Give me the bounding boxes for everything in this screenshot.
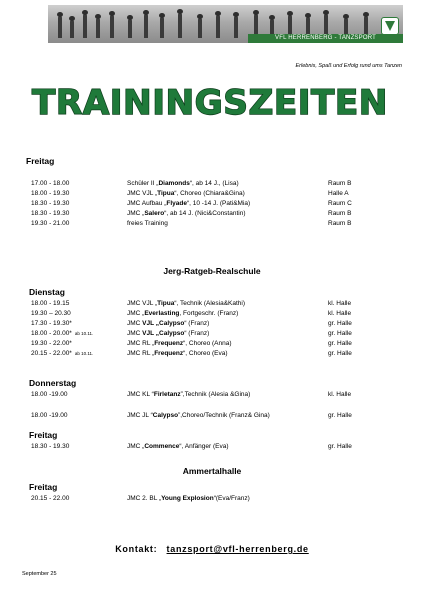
schedule-course: JMC 2. BL „Young Explosion“(Eva/Franz) — [127, 495, 250, 502]
schedule-course: JMC VJL „Calypso“ (Franz) — [127, 320, 210, 327]
schedule-course: freies Training — [127, 220, 168, 227]
schedule-row — [0, 339, 424, 349]
page-title — [10, 72, 410, 126]
schedule-time: 20.15 - 22.00 — [31, 495, 70, 502]
schedule-room: gr. Halle — [328, 330, 352, 337]
schedule-row — [0, 179, 424, 189]
schedule-time: 20.15 - 22.00* ab 10.11. — [31, 350, 94, 357]
day-heading-freitag-realschule: Freitag — [29, 430, 58, 440]
schedule-row — [0, 329, 424, 339]
contact-line — [0, 544, 424, 554]
schedule-row — [0, 189, 424, 199]
schedule-time: 18.00 - 20.00* ab 10.11. — [31, 330, 94, 337]
schedule-course: JMC VJL „Calypso“ (Franz) — [127, 330, 210, 337]
schedule-note: ab 10.11. — [74, 351, 94, 356]
schedule-row — [0, 199, 424, 209]
schedule-room: gr. Halle — [328, 340, 352, 347]
schedule-row — [0, 442, 424, 452]
schedule-time: 17.00 - 18.00 — [31, 180, 70, 187]
schedule-course: JMC KL “Firletanz”,Technik (Alesia &Gina) — [127, 391, 251, 398]
venue-heading-ammertalhalle: Ammertalhalle — [182, 466, 242, 476]
schedule-row — [0, 390, 424, 400]
schedule-room: Raum C — [328, 200, 352, 207]
schedule-time: 17.30 - 19.30* — [31, 320, 72, 327]
contact-email-link[interactable]: tanzsport@vfl-herrenberg.de — [166, 544, 309, 554]
schedule-course: JMC „Commence“, Anfänger (Eva) — [127, 443, 229, 450]
schedule-time: 18.30 - 19.30 — [31, 210, 70, 217]
schedule-course: JMC „Everlasting, Fortgeschr. (Franz) — [127, 310, 239, 317]
schedule-room: gr. Halle — [328, 412, 352, 419]
schedule-room: kl. Halle — [328, 310, 352, 317]
schedule-room: gr. Halle — [328, 350, 352, 357]
venue-heading-realschule: Jerg-Ratgeb-Realschule — [163, 266, 261, 276]
schedule-row — [0, 494, 424, 504]
schedule-course: JMC „Salero“, ab 14 J. (Nici&Constantin) — [127, 210, 246, 217]
schedule-room: kl. Halle — [328, 391, 352, 398]
schedule-course: JMC VJL „Tipua“, Choreo (Chiara&Gina) — [127, 190, 245, 197]
schedule-note: ab 10.11. — [74, 331, 94, 336]
day-heading-donnerstag: Donnerstag — [29, 378, 77, 388]
day-heading-dienstag: Dienstag — [29, 287, 65, 297]
schedule-row — [0, 219, 424, 229]
club-logo-icon — [381, 17, 399, 35]
schedule-room: Raum B — [328, 210, 352, 217]
schedule-room: kl. Halle — [328, 300, 352, 307]
schedule-room: Raum B — [328, 180, 352, 187]
schedule-time: 18.00 - 19.30 — [31, 190, 70, 197]
schedule-row — [0, 299, 424, 309]
schedule-course: JMC RL „Frequenz“, Choreo (Eva) — [127, 350, 228, 357]
header-banner-image — [48, 5, 403, 43]
schedule-row — [0, 309, 424, 319]
contact-label: Kontakt: — [115, 544, 158, 554]
schedule-time: 19.30 - 22.00* — [31, 340, 72, 347]
schedule-course: JMC RL „Frequenz“, Choreo (Anna) — [127, 340, 232, 347]
schedule-row — [0, 411, 424, 421]
schedule-course: JMC Aufbau „Flyade“, 10 -14 J. (Pati&Mia) — [127, 200, 251, 207]
day-heading-freitag: Freitag — [26, 156, 55, 166]
schedule-course: Schüler II „Diamonds“, ab 14 J., (Lisa) — [127, 180, 239, 187]
schedule-room: gr. Halle — [328, 320, 352, 327]
schedule-room: gr. Halle — [328, 443, 352, 450]
schedule-time: 19.30 - 21.00 — [31, 220, 70, 227]
schedule-room: Raum B — [328, 220, 352, 227]
banner-title: VFL HERRENBERG - TANZSPORT — [248, 34, 403, 43]
day-heading-freitag-ammertalhalle: Freitag — [29, 482, 58, 492]
footer-date: September 25 — [22, 571, 57, 577]
schedule-course: JMC JL “Calypso”,Choreo/Technik (Franz& Gina) — [127, 412, 270, 419]
schedule-time: 18.00 - 19.15 — [31, 300, 70, 307]
schedule-time: 18.00 -19.00 — [31, 412, 68, 419]
schedule-time: 18.00 -19.00 — [31, 391, 68, 398]
schedule-course: JMC VJL „Tipua“, Technik (Alesia&Kathi) — [127, 300, 246, 307]
schedule-row — [0, 349, 424, 359]
schedule-row — [0, 209, 424, 219]
schedule-time: 18.30 - 19.30 — [31, 200, 70, 207]
schedule-room: Halle A — [328, 190, 349, 197]
schedule-time: 19.30 – 20.30 — [31, 310, 71, 317]
schedule-row — [0, 319, 424, 329]
schedule-time: 18.30 - 19.30 — [31, 443, 70, 450]
svg-text:TRAININGSZEITEN: TRAININGSZEITEN — [32, 83, 388, 123]
tagline: Erlebnis, Spaß und Erfolg rund ums Tanzen — [295, 63, 402, 69]
